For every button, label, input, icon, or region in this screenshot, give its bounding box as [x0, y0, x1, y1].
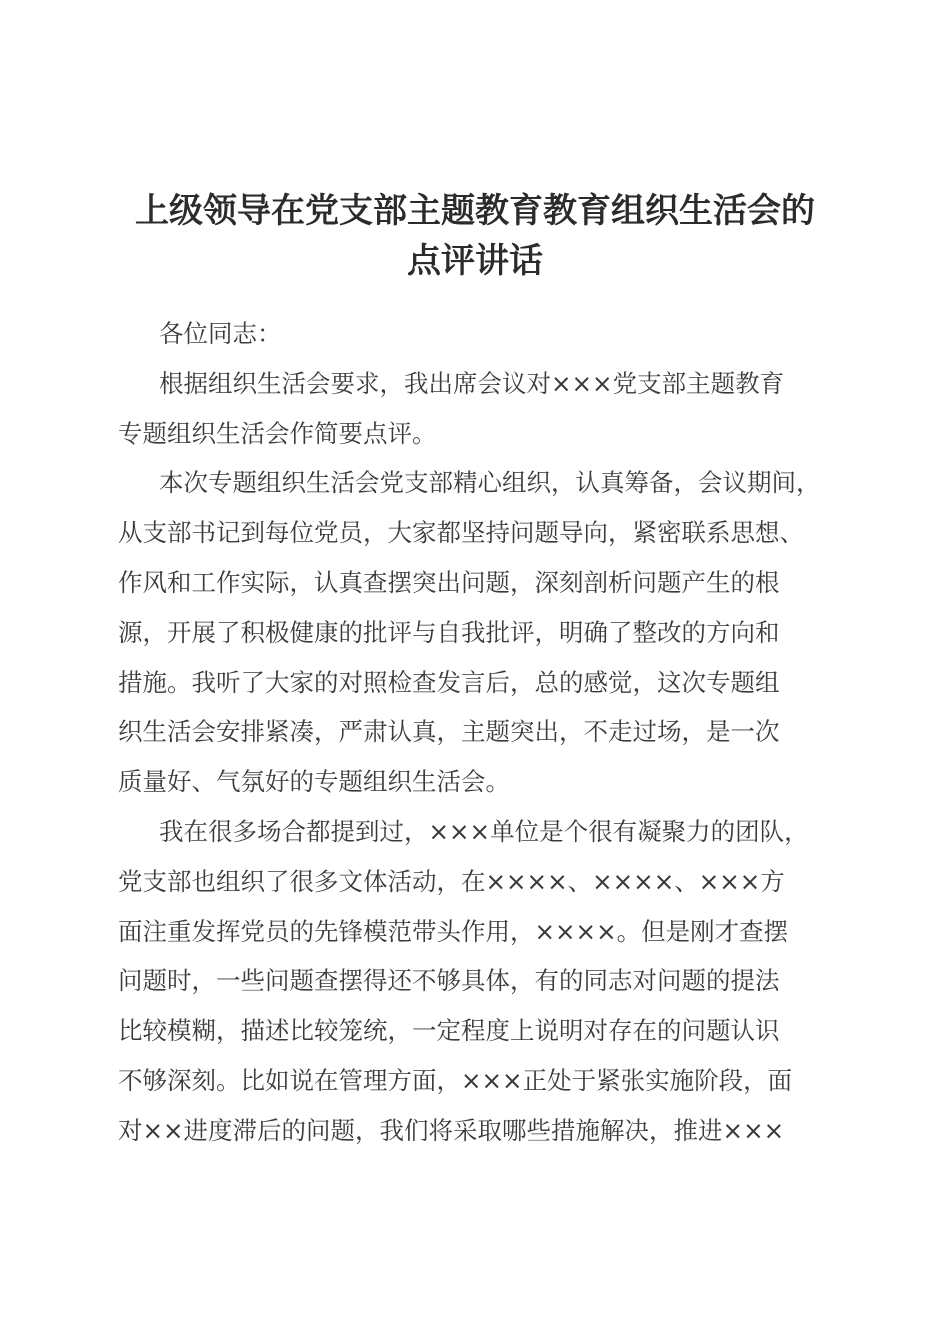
text-line: 对××进度滞后的问题，我们将采取哪些措施解决，推进××× [118, 1115, 785, 1145]
paragraph-assessment [118, 458, 858, 807]
paragraph-salutation [118, 309, 858, 359]
paragraph-issues [118, 807, 858, 1156]
text-line: 面注重发挥党员的先锋模范带头作用，××××。但是刚才查摆 [118, 916, 789, 946]
text-line: 专题组织生活会作简要点评。 [118, 418, 437, 448]
text-line: 织生活会安排紧凑，严肃认真，主题突出，不走过场，是一次 [118, 717, 780, 747]
title-line-2: 点评讲话 [407, 241, 543, 281]
text-line: 措施。我听了大家的对照检查发言后，总的感觉，这次专题组 [118, 667, 780, 697]
text-line: 不够深刻。比如说在管理方面，×××正处于紧张实施阶段，面 [118, 1065, 793, 1095]
text-line: 我在很多场合都提到过，×××单位是个很有凝聚力的团队， [159, 816, 809, 846]
text-line: 比较模糊，描述比较笼统，一定程度上说明对存在的问题认识 [118, 1016, 780, 1046]
text-line: 从支部书记到每位党员，大家都坚持问题导向，紧密联系思想、 [118, 518, 804, 548]
text-line: 各位同志： [159, 319, 282, 348]
document-title [100, 186, 850, 286]
text-line: 作风和工作实际，认真查摆突出问题，深刻剖析问题产生的根 [118, 567, 780, 597]
text-line: 源，开展了积极健康的批评与自我批评，明确了整改的方向和 [118, 617, 780, 647]
paragraph-intro [118, 359, 858, 459]
text-line: 问题时，一些问题查摆得还不够具体，有的同志对问题的提法 [118, 966, 780, 996]
document-body [118, 309, 858, 1156]
text-line: 质量好、气氛好的专题组织生活会。 [118, 767, 510, 797]
text-line: 本次专题组织生活会党支部精心组织，认真筹备，会议期间， [159, 468, 821, 498]
text-line: 根据组织生活会要求，我出席会议对×××党支部主题教育 [159, 368, 785, 398]
text-line: 党支部也组织了很多文体活动，在××××、××××、×××方 [118, 866, 785, 896]
title-line-1: 上级领导在党支部主题教育教育组织生活会的 [135, 191, 815, 231]
